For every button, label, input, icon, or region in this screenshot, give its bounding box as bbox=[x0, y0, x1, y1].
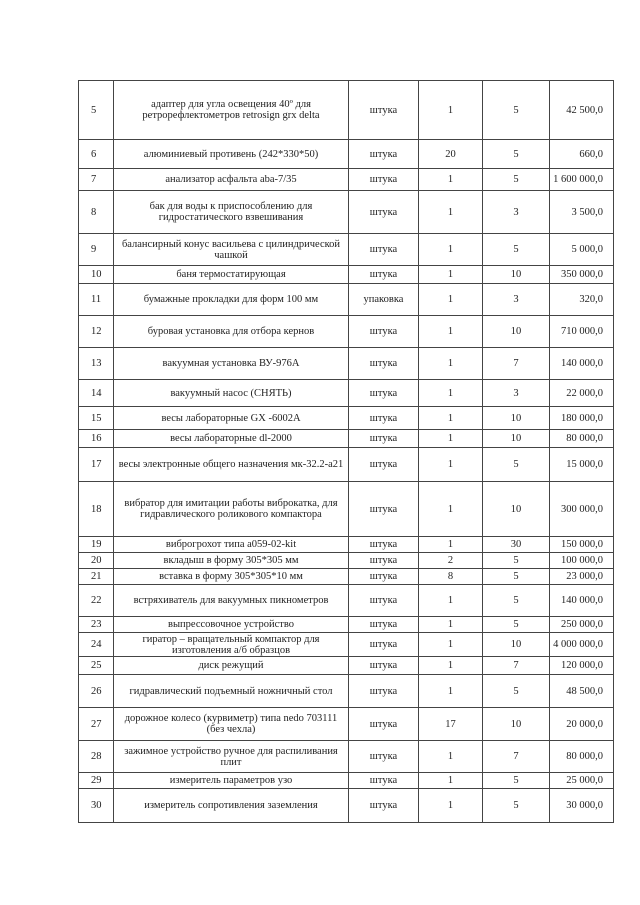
item-unit: штука bbox=[349, 708, 419, 741]
row-number: 20 bbox=[79, 553, 114, 569]
item-quantity: 1 bbox=[419, 380, 483, 407]
item-unit: штука bbox=[349, 741, 419, 773]
item-unit: штука bbox=[349, 169, 419, 191]
item-unit: штука bbox=[349, 633, 419, 657]
item-name: баня термостатирующая bbox=[114, 266, 349, 284]
item-price: 80 000,0 bbox=[550, 430, 614, 448]
row-number: 14 bbox=[79, 380, 114, 407]
item-term: 10 bbox=[483, 482, 550, 537]
item-price: 350 000,0 bbox=[550, 266, 614, 284]
item-unit: штука bbox=[349, 537, 419, 553]
item-quantity: 1 bbox=[419, 482, 483, 537]
item-unit: штука bbox=[349, 553, 419, 569]
equipment-table-body bbox=[79, 81, 614, 823]
item-price: 80 000,0 bbox=[550, 741, 614, 773]
item-term: 30 bbox=[483, 537, 550, 553]
item-unit: штука bbox=[349, 380, 419, 407]
table-row bbox=[79, 380, 614, 407]
item-unit: штука bbox=[349, 789, 419, 823]
table-row bbox=[79, 482, 614, 537]
item-price: 15 000,0 bbox=[550, 448, 614, 482]
item-quantity: 1 bbox=[419, 430, 483, 448]
item-quantity: 2 bbox=[419, 553, 483, 569]
table-row bbox=[79, 348, 614, 380]
table-row bbox=[79, 169, 614, 191]
item-name: анализатор асфальта aba-7/35 bbox=[114, 169, 349, 191]
row-number: 30 bbox=[79, 789, 114, 823]
item-name: весы лабораторные GX -6002A bbox=[114, 407, 349, 430]
item-name: вставка в форму 305*305*10 мм bbox=[114, 569, 349, 585]
item-unit: штука bbox=[349, 482, 419, 537]
item-term: 10 bbox=[483, 430, 550, 448]
item-name: балансирный конус васильева с цилиндрической чашкой bbox=[114, 234, 349, 266]
item-price: 320,0 bbox=[550, 284, 614, 316]
row-number: 6 bbox=[79, 140, 114, 169]
item-term: 10 bbox=[483, 708, 550, 741]
item-unit: штука bbox=[349, 140, 419, 169]
item-unit: штука bbox=[349, 234, 419, 266]
table-row bbox=[79, 585, 614, 617]
item-quantity: 1 bbox=[419, 675, 483, 708]
table-row bbox=[79, 191, 614, 234]
item-term: 5 bbox=[483, 553, 550, 569]
item-price: 30 000,0 bbox=[550, 789, 614, 823]
row-number: 21 bbox=[79, 569, 114, 585]
item-unit: штука bbox=[349, 657, 419, 675]
item-name: бумажные прокладки для форм 100 мм bbox=[114, 284, 349, 316]
item-name: алюминиевый противень (242*330*50) bbox=[114, 140, 349, 169]
item-unit: штука bbox=[349, 773, 419, 789]
item-term: 7 bbox=[483, 741, 550, 773]
item-name: зажимное устройство ручное для распиливания плит bbox=[114, 741, 349, 773]
table-row bbox=[79, 789, 614, 823]
item-price: 1 600 000,0 bbox=[550, 169, 614, 191]
item-price: 100 000,0 bbox=[550, 553, 614, 569]
item-price: 180 000,0 bbox=[550, 407, 614, 430]
item-quantity: 1 bbox=[419, 773, 483, 789]
item-quantity: 1 bbox=[419, 633, 483, 657]
item-price: 250 000,0 bbox=[550, 617, 614, 633]
item-quantity: 1 bbox=[419, 348, 483, 380]
item-unit: штука bbox=[349, 316, 419, 348]
item-unit: штука bbox=[349, 81, 419, 140]
item-unit: штука bbox=[349, 430, 419, 448]
item-name: гидравлический подъемный ножничный стол bbox=[114, 675, 349, 708]
item-price: 25 000,0 bbox=[550, 773, 614, 789]
item-term: 5 bbox=[483, 617, 550, 633]
table-row bbox=[79, 741, 614, 773]
item-price: 42 500,0 bbox=[550, 81, 614, 140]
row-number: 12 bbox=[79, 316, 114, 348]
row-number: 11 bbox=[79, 284, 114, 316]
item-name: дорожное колесо (курвиметр) типа nedo 703111 (без чехла) bbox=[114, 708, 349, 741]
item-term: 5 bbox=[483, 789, 550, 823]
table-row bbox=[79, 430, 614, 448]
row-number: 15 bbox=[79, 407, 114, 430]
row-number: 28 bbox=[79, 741, 114, 773]
item-term: 5 bbox=[483, 773, 550, 789]
item-unit: штука bbox=[349, 585, 419, 617]
row-number: 23 bbox=[79, 617, 114, 633]
row-number: 10 bbox=[79, 266, 114, 284]
item-term: 5 bbox=[483, 448, 550, 482]
item-unit: штука bbox=[349, 266, 419, 284]
table-row bbox=[79, 617, 614, 633]
item-term: 7 bbox=[483, 348, 550, 380]
item-unit: штука bbox=[349, 675, 419, 708]
item-name: диск режущий bbox=[114, 657, 349, 675]
item-quantity: 1 bbox=[419, 191, 483, 234]
table-row bbox=[79, 708, 614, 741]
item-unit: штука bbox=[349, 617, 419, 633]
item-price: 300 000,0 bbox=[550, 482, 614, 537]
table-row bbox=[79, 675, 614, 708]
row-number: 27 bbox=[79, 708, 114, 741]
item-name: вибратор для имитации работы виброкатка, для гидравлического роликового компактора bbox=[114, 482, 349, 537]
item-price: 150 000,0 bbox=[550, 537, 614, 553]
item-name: буровая установка для отбора кернов bbox=[114, 316, 349, 348]
item-term: 3 bbox=[483, 284, 550, 316]
item-name: выпрессовочное устройство bbox=[114, 617, 349, 633]
table-row bbox=[79, 633, 614, 657]
item-term: 10 bbox=[483, 266, 550, 284]
table-row bbox=[79, 657, 614, 675]
item-price: 20 000,0 bbox=[550, 708, 614, 741]
row-number: 24 bbox=[79, 633, 114, 657]
row-number: 29 bbox=[79, 773, 114, 789]
item-term: 10 bbox=[483, 316, 550, 348]
item-name: весы лабораторные dl-2000 bbox=[114, 430, 349, 448]
item-unit: штука bbox=[349, 448, 419, 482]
item-price: 120 000,0 bbox=[550, 657, 614, 675]
row-number: 25 bbox=[79, 657, 114, 675]
item-quantity: 8 bbox=[419, 569, 483, 585]
item-price: 660,0 bbox=[550, 140, 614, 169]
table-row bbox=[79, 284, 614, 316]
item-quantity: 1 bbox=[419, 585, 483, 617]
item-term: 5 bbox=[483, 675, 550, 708]
item-quantity: 1 bbox=[419, 266, 483, 284]
row-number: 13 bbox=[79, 348, 114, 380]
item-price: 48 500,0 bbox=[550, 675, 614, 708]
item-quantity: 1 bbox=[419, 448, 483, 482]
item-unit: штука bbox=[349, 348, 419, 380]
item-quantity: 20 bbox=[419, 140, 483, 169]
item-unit: упаковка bbox=[349, 284, 419, 316]
table-row bbox=[79, 537, 614, 553]
item-quantity: 1 bbox=[419, 169, 483, 191]
item-quantity: 17 bbox=[419, 708, 483, 741]
item-quantity: 1 bbox=[419, 657, 483, 675]
item-name: измеритель сопротивления заземления bbox=[114, 789, 349, 823]
item-term: 10 bbox=[483, 633, 550, 657]
item-term: 5 bbox=[483, 569, 550, 585]
item-term: 5 bbox=[483, 585, 550, 617]
table-row bbox=[79, 234, 614, 266]
item-unit: штука bbox=[349, 569, 419, 585]
item-price: 22 000,0 bbox=[550, 380, 614, 407]
item-term: 7 bbox=[483, 657, 550, 675]
table-row bbox=[79, 553, 614, 569]
item-quantity: 1 bbox=[419, 407, 483, 430]
item-term: 5 bbox=[483, 140, 550, 169]
item-price: 140 000,0 bbox=[550, 585, 614, 617]
item-price: 140 000,0 bbox=[550, 348, 614, 380]
item-term: 5 bbox=[483, 234, 550, 266]
row-number: 5 bbox=[79, 81, 114, 140]
item-name: вкладыш в форму 305*305 мм bbox=[114, 553, 349, 569]
item-quantity: 1 bbox=[419, 81, 483, 140]
item-price: 5 000,0 bbox=[550, 234, 614, 266]
item-quantity: 1 bbox=[419, 741, 483, 773]
item-name: встряхиватель для вакуумных пикнометров bbox=[114, 585, 349, 617]
item-name: виброгрохот типа а059-02-kit bbox=[114, 537, 349, 553]
item-name: вакуумная установка ВУ-976А bbox=[114, 348, 349, 380]
item-term: 5 bbox=[483, 81, 550, 140]
item-quantity: 1 bbox=[419, 316, 483, 348]
item-name: адаптер для угла освещения 40º для ретрорефлектометров retrosign grx delta bbox=[114, 81, 349, 140]
item-quantity: 1 bbox=[419, 789, 483, 823]
row-number: 7 bbox=[79, 169, 114, 191]
item-quantity: 1 bbox=[419, 284, 483, 316]
item-name: весы электронные общего назначения мк-32.2-а21 bbox=[114, 448, 349, 482]
table-row bbox=[79, 81, 614, 140]
row-number: 22 bbox=[79, 585, 114, 617]
item-term: 5 bbox=[483, 169, 550, 191]
row-number: 19 bbox=[79, 537, 114, 553]
item-name: бак для воды к приспособлению для гидростатического взвешивания bbox=[114, 191, 349, 234]
item-term: 10 bbox=[483, 407, 550, 430]
equipment-table bbox=[78, 80, 614, 823]
item-price: 23 000,0 bbox=[550, 569, 614, 585]
item-unit: штука bbox=[349, 191, 419, 234]
row-number: 18 bbox=[79, 482, 114, 537]
row-number: 9 bbox=[79, 234, 114, 266]
item-term: 3 bbox=[483, 191, 550, 234]
item-quantity: 1 bbox=[419, 537, 483, 553]
item-price: 4 000 000,0 bbox=[550, 633, 614, 657]
table-row bbox=[79, 316, 614, 348]
item-name: гиратор – вращательный компактор для изготовления а/б образцов bbox=[114, 633, 349, 657]
table-row bbox=[79, 773, 614, 789]
item-name: измеритель параметров узо bbox=[114, 773, 349, 789]
item-price: 710 000,0 bbox=[550, 316, 614, 348]
item-unit: штука bbox=[349, 407, 419, 430]
row-number: 8 bbox=[79, 191, 114, 234]
row-number: 26 bbox=[79, 675, 114, 708]
table-row bbox=[79, 407, 614, 430]
item-price: 3 500,0 bbox=[550, 191, 614, 234]
item-name: вакуумный насос (СНЯТЬ) bbox=[114, 380, 349, 407]
item-quantity: 1 bbox=[419, 617, 483, 633]
table-row bbox=[79, 569, 614, 585]
item-term: 3 bbox=[483, 380, 550, 407]
table-row bbox=[79, 140, 614, 169]
table-row bbox=[79, 266, 614, 284]
item-quantity: 1 bbox=[419, 234, 483, 266]
row-number: 17 bbox=[79, 448, 114, 482]
row-number: 16 bbox=[79, 430, 114, 448]
table-row bbox=[79, 448, 614, 482]
